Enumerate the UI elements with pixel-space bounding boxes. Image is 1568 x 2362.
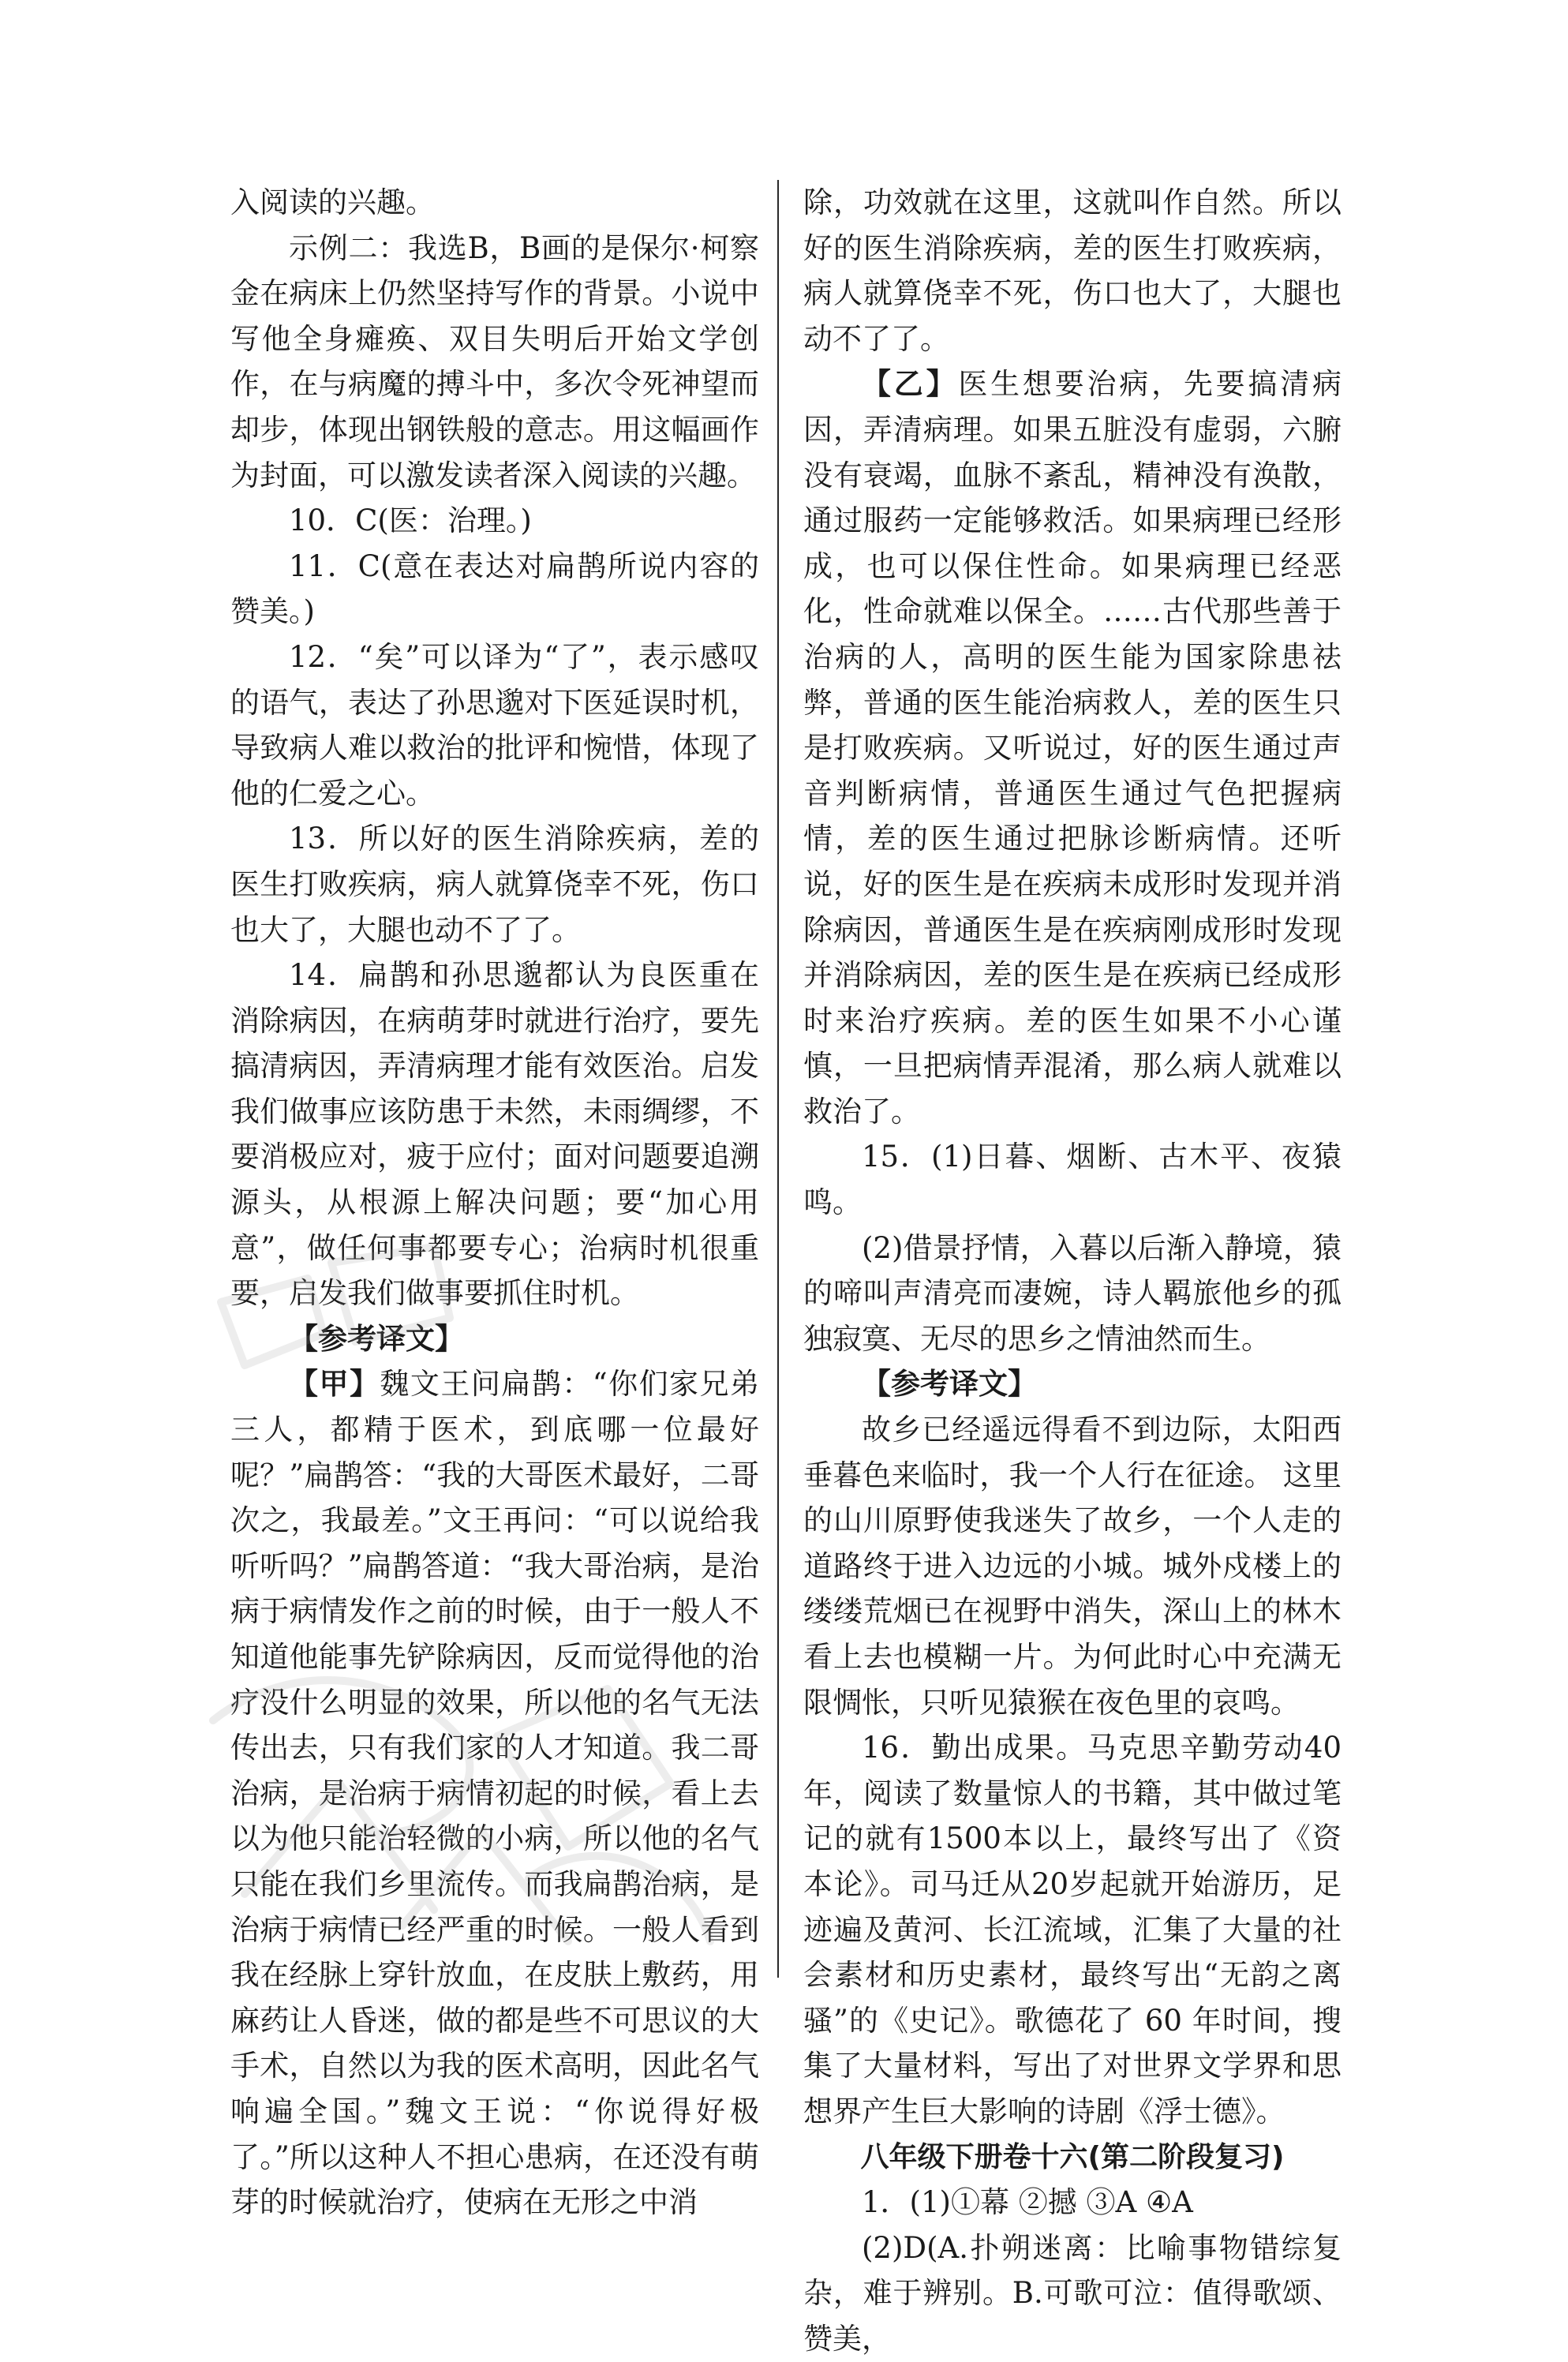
answer-11: 11．C(意在表达对扁鹊所说内容的赞美。) [230,548,759,629]
section-title: 八年级下册卷十六(第二阶段复习) [860,2140,1285,2173]
answer-13: 13．所以好的医生消除疾病，差的医生打败疾病，病人就算侥幸不死，伤口也大了，大腿也动不了了。 [230,822,759,947]
question-1-part-2: (2)D(A.扑朔迷离：比喻事物错综复杂，难于辨别。B.可歌可泣：值得歌颂、赞美， [803,2230,1342,2356]
column-divider [777,180,779,1978]
translation-jia-continued: 除，功效就在这里，这就叫作自然。所以好的医生消除疾病，差的医生打败疾病，病人就算侥幸不死，伤口也大了，大腿也动不了了。 [803,185,1342,356]
translation-yi [803,361,1342,1134]
poem-translation: 故乡已经遥远得看不到边际，太阳西垂暮色来临时，我一个人行在征途。 这里的山川原野使我迷失了故乡，一个人走的道路终于进入边远的小城。城外戍楼上的缕缕荒烟已在视野中消失，深山上的林木看上去也模糊一片。为何此时心中充满无限惆怅，只听见猿猴在夜色里的哀鸣。 [803,1413,1342,1720]
right-column [803,180,1342,2356]
translation-jia [230,1361,759,2225]
answer-10: 10．C(医：治理。) [289,503,532,538]
paragraph-continuation: 入阅读的兴趣。 [230,185,435,219]
question-1-part-1: 1．(1)①幕 ②撼 ③A ④A [862,2185,1193,2220]
answer-12: 12．“矣”可以译为“了”，表示感叹的语气，表达了孙思邈对下医延误时机，导致病人难以救治的批评和惋惜，体现了他的仁爱之心。 [230,639,759,810]
answer-15-part-2: (2)借景抒情，入暮以后渐入静境，猿的啼叫声清亮而凄婉，诗人羁旅他乡的孤独寂寞、无尽的思乡之情油然而生。 [803,1230,1342,1356]
answer-14: 14．扁鹊和孙思邈都认为良医重在消除病因，在病萌芽时就进行治疗，要先搞清病因，弄清病理才能有效医治。启发我们做事应该防患于未然，未雨绸缪，不要消极应对，疲于应付；面对问题要追溯源头，从根源上解决问题；要“加心用意”，做任何事都要专心；治病时机很重要，启发我们做事要抓住时机。 [230,958,759,1311]
answer-15-part-1: 15．(1)日暮、烟断、古木平、夜猿鸣。 [803,1140,1342,1220]
answer-16: 16．勤出成果。马克思辛勤劳动40年，阅读了数量惊人的书籍，其中做过笔记的就有1500本以上，最终写出了《资本论》。司马迁从20岁起就开始游历，足迹遍及黄河、长江流域，汇集了大量的社会素材和历史素材，最终写出“无韵之离骚”的《史记》。歌德花了 60 年时间，搜集了大量材料，写出了对世界文学界和思想界产生巨大影响的诗剧《浮士德》。 [803,1731,1342,2128]
reference-translation-heading: 【参考译文】 [289,1321,464,1356]
reference-translation-heading-2: 【参考译文】 [862,1367,1037,1402]
yi-text: 医生想要治病，先要搞清病因，弄清病理。如果五脏没有虚弱，六腑没有衰竭，血脉不紊乱，精神没有涣散，通过服药一定能够救活。如果病理已经形成，也可以保住性命。如果病理已经恶化，性命就难以保全。……古代那些善于治病的人，高明的医生能为国家除患祛弊，普通的医生能治病救人，差的医生只是打败疾病。又听说过，好的医生通过声音判断病情，普通医生通过气色把握病情，差的医生通过把脉诊断病情。还听说，好的医生是在疾病未成形时发现并消除病因，普通医生是在疾病刚成形时发现并消除病因，差的医生是在疾病已经成形时来治疗疾病。差的医生如果不小心谨慎，一旦把病情弄混淆，那么病人就难以救治了。 [803,367,1342,1129]
jia-label: 【甲】 [289,1367,380,1402]
yi-label: 【乙】 [862,367,959,402]
jia-text: 魏文王问扁鹊：“你们家兄弟三人，都精于医术，到底哪一位最好呢？”扁鹊答：“我的大哥医术最好，二哥次之，我最差。”文王再问：“可以说给我听听吗？”扁鹊答道：“我大哥治病，是治病于病情发作之前的时候，由于一般人不知道他能事先铲除病因，反而觉得他的治疗没什么明显的效果，所以他的名气无法传出去，只有我们家的人才知道。我二哥治病，是治病于病情初起的时候，看上去以为他只能治轻微的小病，所以他的名气只能在我们乡里流传。而我扁鹊治病，是治病于病情已经严重的时候。一般人看到我在经脉上穿针放血，在皮肤上敷药，用麻药让人昏迷，做的都是些不可思议的大手术，自然以为我的医术高明，因此名气响遍全国。”魏文王说：“你说得好极了。”所以这种人不担心患病，在还没有萌芽的时候就治疗，使病在无形之中消 [230,1367,759,2220]
paragraph-example-two: 示例二：我选B，B画的是保尔·柯察金在病床上仍然坚持写作的背景。小说中写他全身瘫痪、双目失明后开始文学创作，在与病魔的搏斗中，多次令死神望而却步，体现出钢铁般的意志。用这幅画作为封面，可以激发读者深入阅读的兴趣。 [230,230,759,492]
left-column [230,180,759,2220]
